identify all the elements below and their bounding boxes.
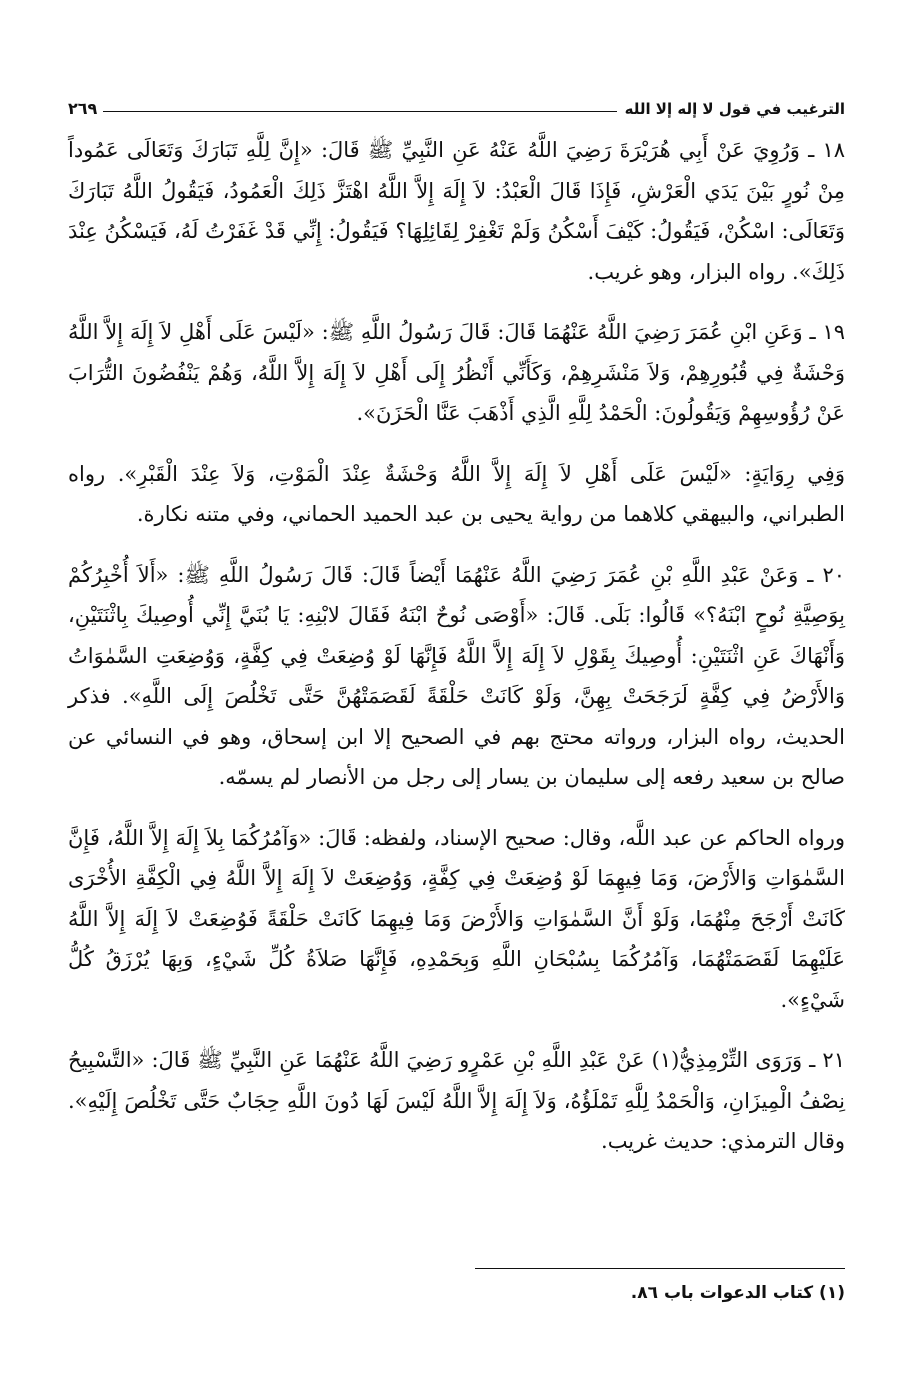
hadith-19-variant-paragraph: وَفِي رِوَايَةٍ: «لَيْسَ عَلَى أَهْلِ لاَ إِلَهَ إِلاَّ اللَّهُ وَحْشَةٌ عِنْدَ الْمَوْتِ، وَلاَ عِنْدَ الْقَبْرِ». رواه الطبراني، والبيهقي كلاهما من رواية يحيى بن عبد الحميد الحماني، وفي متنه نكارة. [68,461,845,526]
hadith-19-paragraph: ١٩ ـ وَعَنِ ابْنِ عُمَرَ رَضِيَ اللَّهُ عَنْهُمَا قَالَ: قَالَ رَسُولُ اللَّهِ ﷺ: «لَيْسَ عَلَى أَهْلِ لاَ إِلَهَ إِلاَّ اللَّهُ وَحْشَةٌ فِي قُبُورِهِمْ، وَلاَ مَنْشَرِهِمْ، وَكَأَنِّي أَنْظُرُ إِلَى أَهْلِ لاَ إِلَهَ إِلاَّ اللَّهُ، وَهُمْ يَنْفُضُونَ التُّرَابَ عَنْ رُؤُوسِهِمْ وَيَقُولُونَ: الْحَمْدُ لِلَّهِ الَّذِي أَذْهَبَ عَنَّا الْحَزَنَ». [68,320,845,425]
page-number: ٢٦٩ [68,99,98,118]
running-header-title: الترغيب في قول لا إله إلا الله [624,100,845,118]
hadith-18-paragraph: ١٨ ـ وَرُوِيَ عَنْ أَبِي هُرَيْرَةَ رَضِيَ اللَّهُ عَنْهُ عَنِ النَّبِيِّ ﷺ قَالَ: «إِنَّ لِلَّهِ تَبَارَكَ وَتَعَالَى عَمُوداً مِنْ نُورٍ بَيْنَ يَدَي الْعَرْشِ، فَإِذَا قَالَ الْعَبْدُ: لاَ إِلَهَ إِلاَّ اللَّهُ اهْتَزَّ ذَلِكَ الْعَمُودُ، فَيَقُولُ اللَّهُ تَبَارَكَ وَتَعَالَى: اسْكُنْ، فَيَقُولُ: كَيْفَ أَسْكُنُ وَلَمْ تَغْفِرْ لِقَائِلِهَا؟ فَيَقُولُ: إِنِّي قَدْ غَفَرْتُ لَهُ، فَيَسْكُنُ عِنْدَ ذَلِكَ». رواه البزار، وهو غريب. [68,138,845,284]
footnote-rule [475,1268,845,1269]
footnote: (١) كتاب الدعوات باب ٨٦. [630,1283,845,1303]
hadith-20-hakim-paragraph: ورواه الحاكم عن عبد اللَّه، وقال: صحيح الإسناد، ولفظه: قَالَ: «وَآمُرُكُمَا بِلاَ إِلَهَ إِلاَّ اللَّهُ، فَإِنَّ السَّمٰوَاتِ وَالأَرْضَ، وَمَا فِيهِمَا لَوْ وُضِعَتْ فِي كِفَّةٍ، وَوُضِعَتْ لاَ إِلَهَ إِلاَّ اللَّهُ فِي الْكِفَّةِ الأُخْرَى كَانَتْ أَرْجَحَ مِنْهُمَا، وَلَوْ أَنَّ السَّمٰوَاتِ وَالأَرْضَ وَمَا فِيهِمَا كَانَتْ حَلْقَةً فَوُضِعَتْ لاَ إِلَهَ إِلاَّ اللَّهُ عَلَيْهِمَا لَقَصَمَتْهُمَا، وَآمُرُكُمَا بِسُبْحَانِ اللَّهِ وَبِحَمْدِهِ، فَإِنَّهَا صَلاَةُ كُلِّ شَيْءٍ، وَبِهَا يُرْزَقُ كُلُّ شَيْءٍ». [68,825,845,1012]
hadith-21-paragraph: ٢١ ـ وَرَوَى التِّرْمِذِيُّ(١) عَنْ عَبْدِ اللَّهِ بْنِ عَمْرٍو رَضِيَ اللَّهُ عَنْهُمَا عَنِ النَّبِيِّ ﷺ قَالَ: «التَّسْبِيحُ نِصْفُ الْمِيزَانِ، وَالْحَمْدُ لِلَّهِ تَمْلَؤُهُ، وَلاَ إِلَهَ إِلاَّ اللَّهُ لَيْسَ لَهَا دُونَ اللَّهِ حِجَابٌ حَتَّى تَخْلُصَ إِلَيْهِ». وقال الترمذي: حديث غريب. [68,1048,845,1153]
main-text [68,130,845,1162]
running-header [68,88,845,118]
hadith-20-paragraph: ٢٠ ـ وَعَنْ عَبْدِ اللَّهِ بْنِ عُمَرَ رَضِيَ اللَّهُ عَنْهُمَا أَيْضاً قَالَ: قَالَ رَسُولُ اللَّهِ ﷺ: «أَلاَ أُخْبِرُكُمْ بِوَصِيَّةِ نُوحٍ ابْنَهُ؟» قَالُوا: بَلَى. قَالَ: «أَوْصَى نُوحٌ ابْنَهُ فَقَالَ لابْنِهِ: يَا بُنَيَّ إِنِّي أُوصِيكَ بِاثْنَتَيْنِ، وَأَنْهَاكَ عَنِ اثْنَتَيْنِ: أُوصِيكَ بِقَوْلِ لاَ إِلَهَ إِلاَّ اللَّهُ فَإِنَّهَا لَوْ وُضِعَتْ فِي كِفَّةٍ، وَوُضِعَتِ السَّمٰوَاتُ وَالأَرْضُ فِي كِفَّةٍ لَرَجَحَتْ بِهِنَّ، وَلَوْ كَانَتْ حَلْقَةً لَقَصَمَتْهُنَّ حَتَّى تَخْلُصَ إِلَى اللَّهِ». فذكر الحديث، رواه البزار، ورواته محتج بهم في الصحيح إلا ابن إسحاق، وهو في النسائي عن صالح بن سعيد رفعه إلى سليمان بن يسار إلى رجل من الأنصار لم يسمّه. [68,562,845,789]
header-rule [103,111,616,112]
